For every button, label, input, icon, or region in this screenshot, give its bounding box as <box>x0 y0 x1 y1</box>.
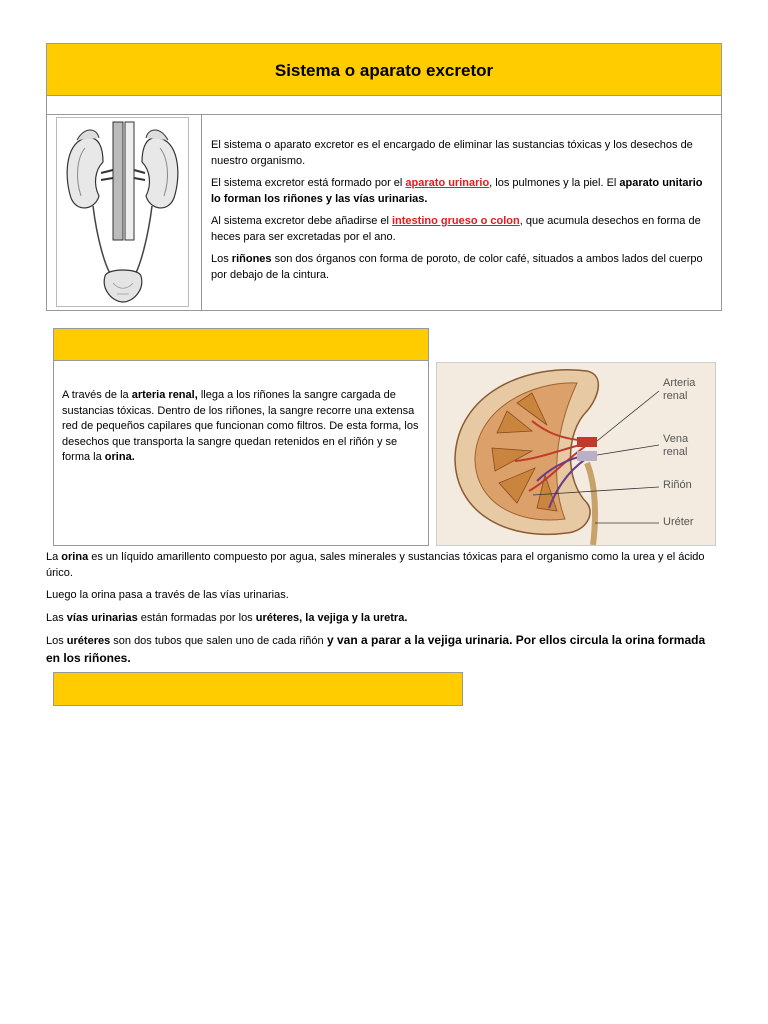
orina-bold: orina. <box>104 451 135 463</box>
label-ureter: Uréter <box>663 516 694 528</box>
intro-p2-text-a: El sistema excretor está formado por el <box>211 177 406 189</box>
vias-list: uréteres, la vejiga y la uretra. <box>255 612 408 624</box>
label-arteria-line2: renal <box>663 390 688 402</box>
label-arteria-line1: Arteria <box>663 377 696 389</box>
intro-paragraph-4 <box>211 251 711 283</box>
ureteres-paragraph <box>46 632 722 668</box>
ureteres-text-b: son dos tubos que salen uno de cada riñón <box>110 635 324 647</box>
ureteres-bold-tail: y van a parar a la vejiga urinaria. Por ellos circula la orina formada en los riñones. <box>46 633 706 665</box>
intro-p2-text-b: , los pulmones y la piel. El <box>489 177 620 189</box>
kidney-diagram <box>436 362 716 546</box>
luego-paragraph: Luego la orina pasa a través de las vías urinarias. <box>46 589 289 601</box>
orina-text-a: La <box>46 551 62 563</box>
vias-paragraph <box>46 610 722 626</box>
urinary-system-image <box>56 117 189 307</box>
title-banner <box>46 43 722 96</box>
bottom-header-bar <box>53 672 463 706</box>
label-vena-line2: renal <box>663 446 688 458</box>
intro-p4-text-b: son dos órganos con forma de poroto, de color café, situados a ambos lados del cuerpo por debajo de la cintura. <box>211 253 703 281</box>
label-arteria-renal <box>663 377 695 403</box>
kidney-text <box>62 388 422 466</box>
label-vena-renal <box>663 433 688 459</box>
section-header-bar <box>53 328 429 361</box>
urinary-system-drawing <box>57 118 188 306</box>
ureteres-term: uréteres <box>66 635 111 647</box>
vias-text-a: Las <box>46 612 67 624</box>
intestino-link[interactable]: intestino grueso o colon <box>391 215 520 227</box>
label-vena-line1: Vena <box>663 433 689 445</box>
intro-text <box>211 137 711 283</box>
kidney-text-1: A través de la <box>62 389 132 401</box>
kidney-text-2: llega a los riñones la sangre cargada de sustancias tóxicas. Dentro de los riñones, la sangre recorre una extensa red de pequeños capilares que funcionan como filtros. De esta forma, los desechos que transporta la sangre quedan retenidos en el riñón y se forma la <box>62 389 419 463</box>
orina-paragraph <box>46 549 722 581</box>
intro-p3-text-b: , que acumula desechos en forma de heces para ser excretadas por el ano. <box>211 215 701 243</box>
vias-text-b: están formadas por los <box>137 612 256 624</box>
intro-paragraph-2 <box>211 175 711 207</box>
intro-paragraph-1: El sistema o aparato excretor es el encargado de eliminar las sustancias tóxicas y los desechos de nuestro organismo. <box>211 139 693 167</box>
intro-p3-text-a: Al sistema excretor debe añadirse el <box>211 215 392 227</box>
intro-divider <box>201 114 202 311</box>
label-rinon: Riñón <box>663 479 692 491</box>
blank-row <box>46 95 722 115</box>
arteria-renal-bold: arteria renal, <box>131 389 198 401</box>
intro-p4-text-a: Los <box>211 253 232 265</box>
orina-term: orina <box>61 551 89 563</box>
orina-text-b: es un líquido amarillento compuesto por agua, sales minerales y sustancias tóxicas para el organismo como la urea y el ácido úrico. <box>46 551 705 579</box>
intro-paragraph-3 <box>211 213 711 245</box>
vias-term: vías urinarias <box>66 612 138 624</box>
ureteres-text-a: Los <box>46 635 67 647</box>
aparato-urinario-link[interactable]: aparato urinario <box>405 177 490 189</box>
intro-p2-bold: aparato unitario lo forman los riñones y las vías urinarias. <box>211 177 703 205</box>
intro-p4-bold: riñones <box>231 253 272 265</box>
page-title: Sistema o aparato excretor <box>274 61 494 80</box>
